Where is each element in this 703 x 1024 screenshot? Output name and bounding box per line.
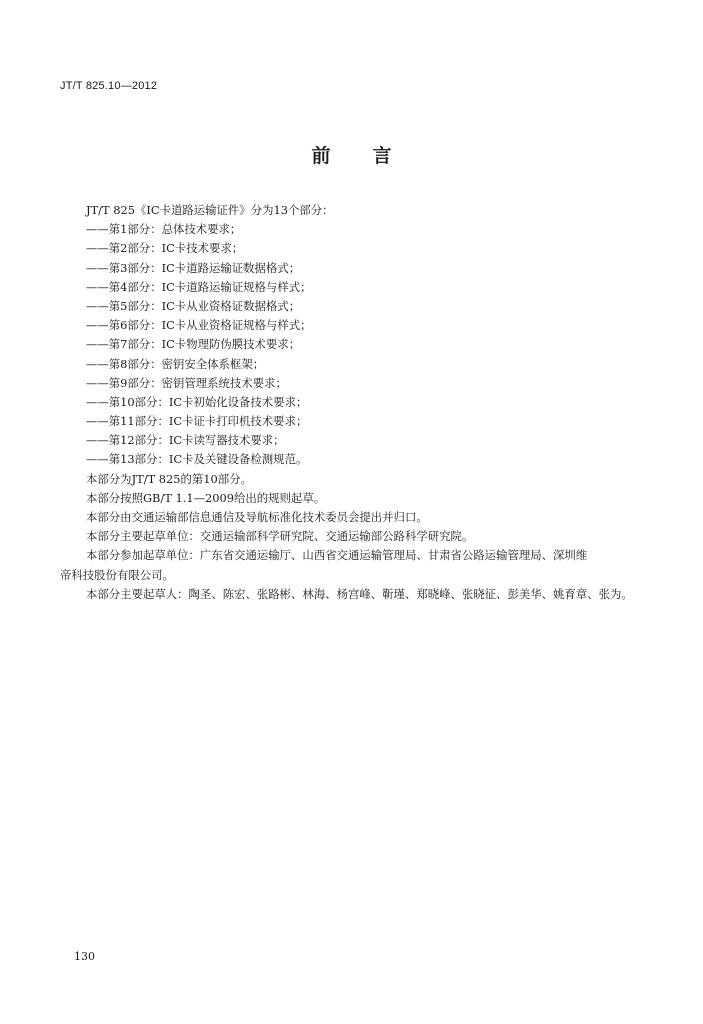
list-item: ——第12部分：IC卡读写器技术要求；	[86, 433, 285, 448]
list-item: ——第3部分：IC卡道路运输证数据格式；	[86, 260, 301, 275]
participating-units-line-1: 本部分参加起草单位：广东省交通运输厅、山西省交通运输管理局、甘肃省公路运输管理局、深圳维	[86, 548, 588, 563]
parts-list	[60, 220, 650, 469]
intro-paragraph: JT/T 825《IC卡道路运输证件》分为13个部分：	[86, 203, 334, 217]
statement-main-units: 本部分主要起草单位：交通运输部科学研究院、交通运输部公路科学研究院。	[86, 529, 474, 544]
statement-drafting-rules: 本部分按照GB/T 1.1—2009给出的规则起草。	[86, 490, 326, 505]
page-title: 前言	[311, 145, 434, 167]
standard-code: JT/T 825.10—2012	[60, 80, 158, 92]
list-item: ——第4部分：IC卡道路运输证规格与样式；	[86, 279, 312, 294]
list-item: ——第8部分：密钥安全体系框架；	[86, 356, 265, 371]
list-item: ——第5部分：IC卡从业资格证数据格式；	[86, 298, 301, 313]
list-item: ——第10部分：IC卡初始化设备技术要求；	[86, 394, 308, 409]
list-item: ——第7部分：IC卡物理防伪膜技术要求；	[86, 337, 301, 352]
statement-proposer: 本部分由交通运输部信息通信及导航标准化技术委员会提出并归口。	[86, 510, 428, 524]
participating-units-paragraph	[60, 546, 650, 584]
list-item: ——第9部分：密钥管理系统技术要求；	[86, 375, 287, 390]
list-item: ——第13部分：IC卡及关键设备检测规范。	[86, 452, 308, 467]
participating-units-line-2: 帝科技股份有限公司。	[60, 567, 174, 582]
list-item: ——第6部分：IC卡从业资格证规格与样式；	[86, 318, 312, 333]
drafters-paragraph: 本部分主要起草人：陶圣、陈宏、张路彬、林海、杨宫峰、靳瑾、郑晓峰、张晓征、彭美华、姚育章、张为。	[86, 586, 633, 601]
list-item: ——第2部分：IC卡技术要求；	[86, 241, 244, 256]
page-number: 130	[74, 950, 95, 963]
list-item: ——第11部分：IC卡证卡打印机技术要求；	[86, 414, 308, 429]
statement-part-number: 本部分为JT/T 825的第10部分。	[86, 471, 252, 486]
document-body	[60, 201, 650, 604]
list-item: ——第1部分：总体技术要求；	[86, 222, 242, 237]
